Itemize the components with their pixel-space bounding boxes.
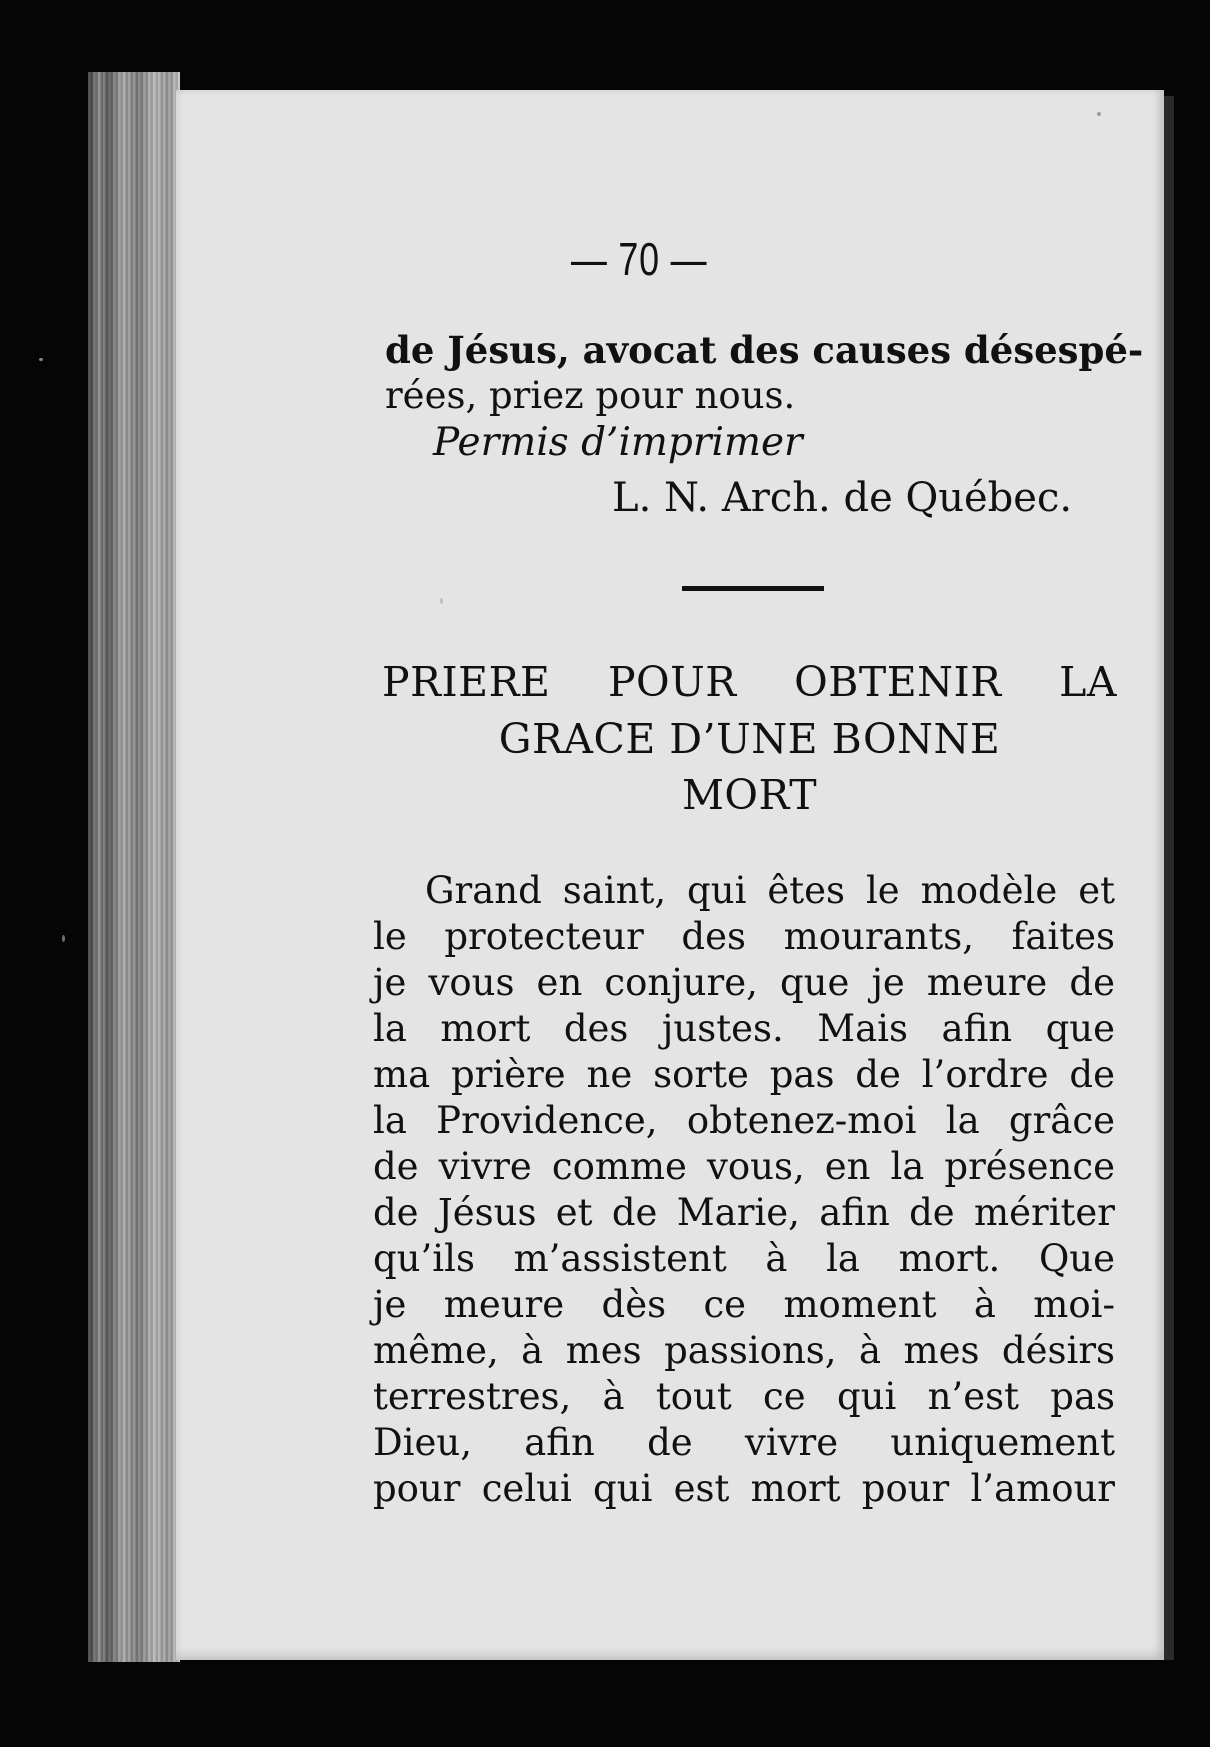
text-line-top-1: de Jésus, avocat des causes désespé-	[385, 328, 1144, 372]
prayer-title-line-1: PRIERE POUR OBTENIR LA	[382, 658, 1117, 706]
prayer-title-line-3: MORT	[681, 771, 818, 819]
prayer-line-8: de Jésus et de Marie, afin de mériter	[373, 1191, 1115, 1234]
prayer-line-11: même, à mes passions, à mes désirs	[373, 1329, 1115, 1372]
section-divider	[682, 586, 824, 591]
dust-speck	[440, 598, 443, 604]
prayer-line-9: qu’ils m’assistent à la mort. Que	[373, 1237, 1115, 1280]
imprimatur-signature: L. N. Arch. de Québec.	[612, 475, 1073, 521]
spine-texture	[88, 72, 180, 1662]
dust-speck	[62, 935, 65, 942]
prayer-line-6: la Providence, obtenez-moi la grâce	[373, 1099, 1115, 1142]
prayer-line-10: je meure dès ce moment à moi-	[373, 1283, 1115, 1326]
prayer-line-2: le protecteur des mourants, faites	[373, 915, 1115, 958]
prayer-line-4: la mort des justes. Mais afin que	[373, 1007, 1115, 1050]
prayer-line-14: pour celui qui est mort pour l’amour	[373, 1467, 1115, 1510]
dust-speck	[1097, 112, 1101, 116]
prayer-line-3: je vous en conjure, que je meure de	[373, 961, 1115, 1004]
page-number: — 70 —	[570, 233, 708, 285]
prayer-line-5: ma prière ne sorte pas de l’ordre de	[373, 1053, 1115, 1096]
imprimatur-label: Permis d’imprimer	[433, 420, 803, 465]
text-line-top-2: rées, priez pour nous.	[385, 374, 796, 417]
prayer-line-7: de vivre comme vous, en la présence	[373, 1145, 1115, 1188]
prayer-line-12: terrestres, à tout ce qui n’est pas	[373, 1375, 1115, 1418]
dust-speck	[39, 358, 43, 361]
prayer-title-line-2: GRACE D’UNE BONNE	[498, 715, 1001, 763]
page-edge	[1164, 96, 1174, 1660]
book-spine	[88, 72, 180, 1662]
prayer-line-13: Dieu, afin de vivre uniquement	[373, 1421, 1115, 1464]
prayer-line-1: Grand saint, qui êtes le modèle et	[425, 869, 1115, 912]
